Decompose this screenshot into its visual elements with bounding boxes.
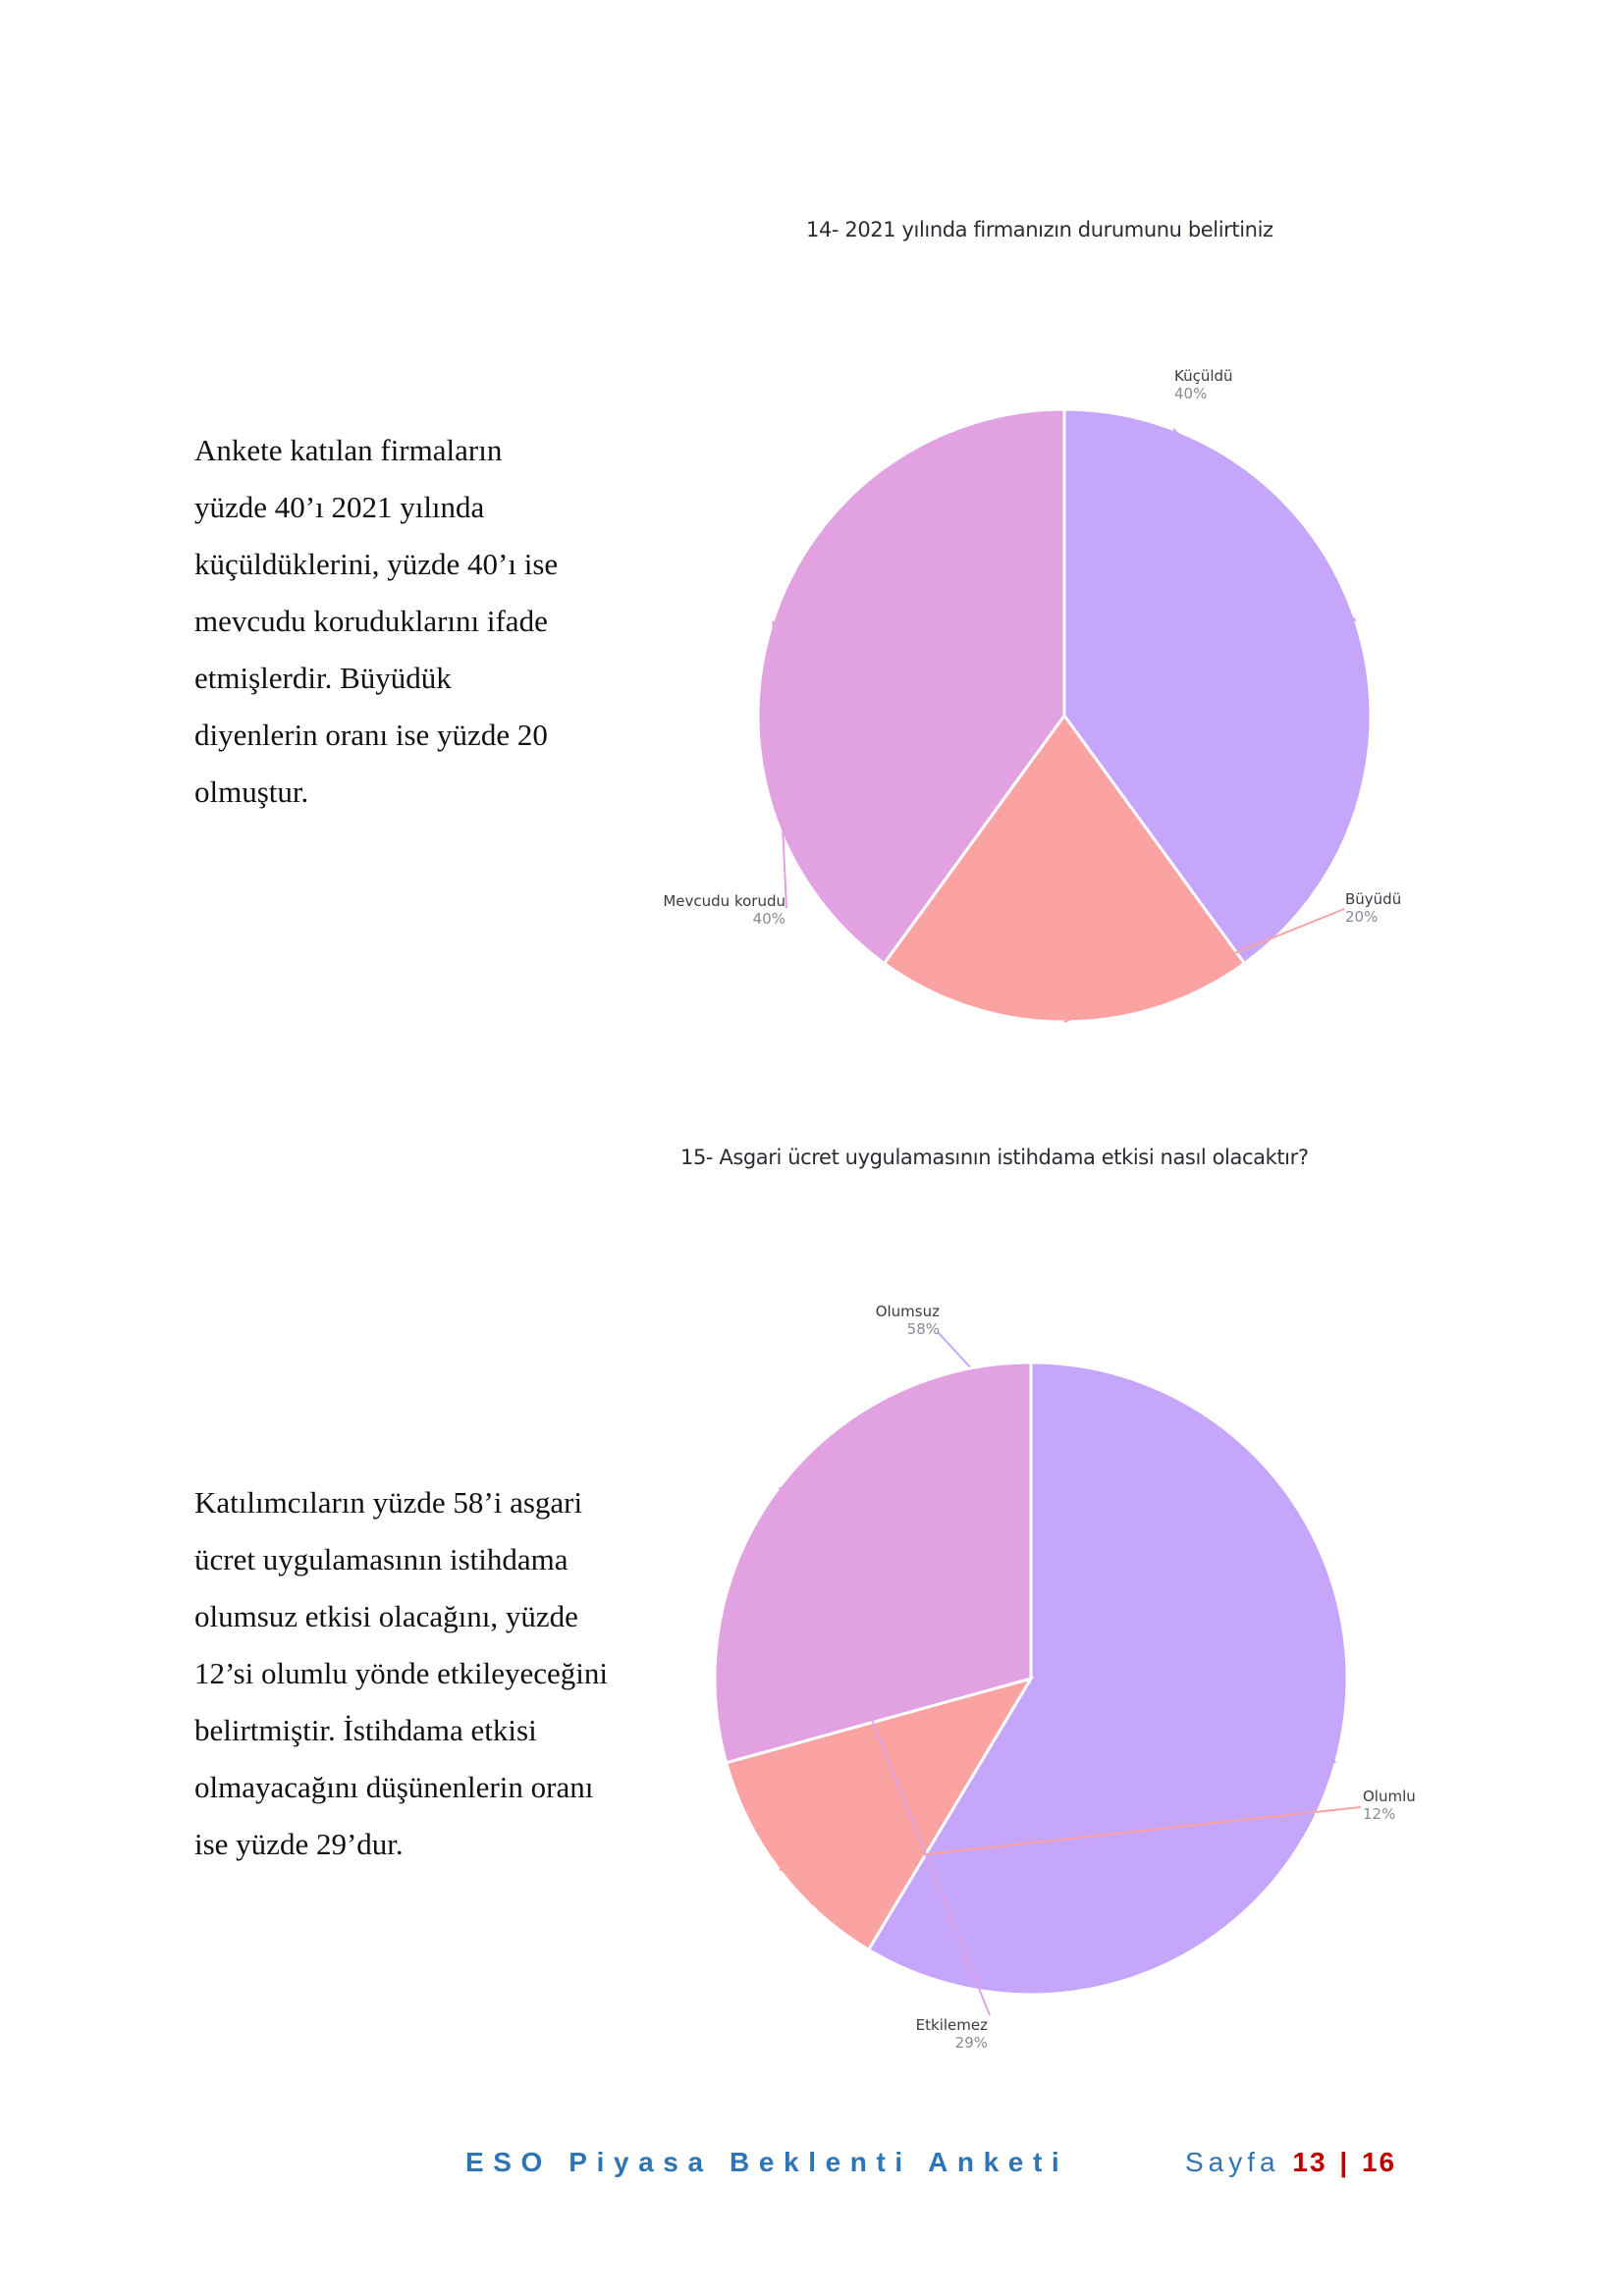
description-line: 12’si olumlu yönde etkileyeceğini (194, 1656, 608, 1690)
description-line: Katılımcıların yüzde 58’i asgari (194, 1485, 583, 1520)
footer-page-word: Sayfa (1185, 2147, 1280, 2177)
description-line: olmuştur. (194, 774, 309, 809)
description-line: ücret uygulamasının istihdama (194, 1542, 568, 1576)
pie-label-name: Büyüdü (1345, 890, 1402, 908)
pie-label-name: Olumsuz (875, 1303, 940, 1320)
description-line: yüzde 40’ı 2021 yılında (194, 490, 485, 524)
pie-label-name: Olumlu (1363, 1788, 1416, 1805)
pie-label-percent: 29% (954, 2034, 988, 2052)
footer-page-current: 13 (1292, 2147, 1327, 2177)
pie-label-percent: 12% (1363, 1805, 1396, 1823)
pie-label-percent: 58% (906, 1320, 940, 1338)
description-line: olmayacağını düşünenlerin oranı (194, 1770, 594, 1804)
description-line: küçüldüklerini, yüzde 40’ı ise (194, 547, 559, 581)
pie-label-name: Küçüldü (1174, 367, 1233, 385)
description-line: belirtmiştir. İstihdama etkisi (194, 1713, 537, 1747)
footer-page-number (1185, 2147, 1396, 2178)
description-line: diyenlerin oranı ise yüzde 20 (194, 718, 548, 752)
pie-label-name: Etkilemez (915, 2016, 988, 2034)
description-line: mevcudu koruduklarını ifade (194, 604, 548, 638)
description-line: Ankete katılan firmaların (194, 433, 503, 467)
pie-label-percent: 40% (1174, 385, 1208, 402)
description-line: olumsuz etkisi olacağını, yüzde (194, 1599, 578, 1633)
description-line: ise yüzde 29’dur. (194, 1827, 404, 1861)
footer-page-total: 16 (1361, 2147, 1397, 2177)
chart-1-title: 14- 2021 yılında firmanızın durumunu belirtiniz (806, 218, 1273, 241)
description-line: etmişlerdir. Büyüdük (194, 661, 452, 695)
pie-label-name: Mevcudu korudu (663, 892, 785, 910)
footer-report-title: ESO Piyasa Beklenti Anketi (465, 2147, 1069, 2177)
pie-label-percent: 40% (752, 910, 785, 928)
pie-label-percent: 20% (1345, 908, 1379, 926)
chart-2-title: 15- Asgari ücret uygulamasının istihdama etkisi nasıl olacaktır? (680, 1146, 1309, 1169)
footer-page-separator: | (1339, 2147, 1350, 2177)
